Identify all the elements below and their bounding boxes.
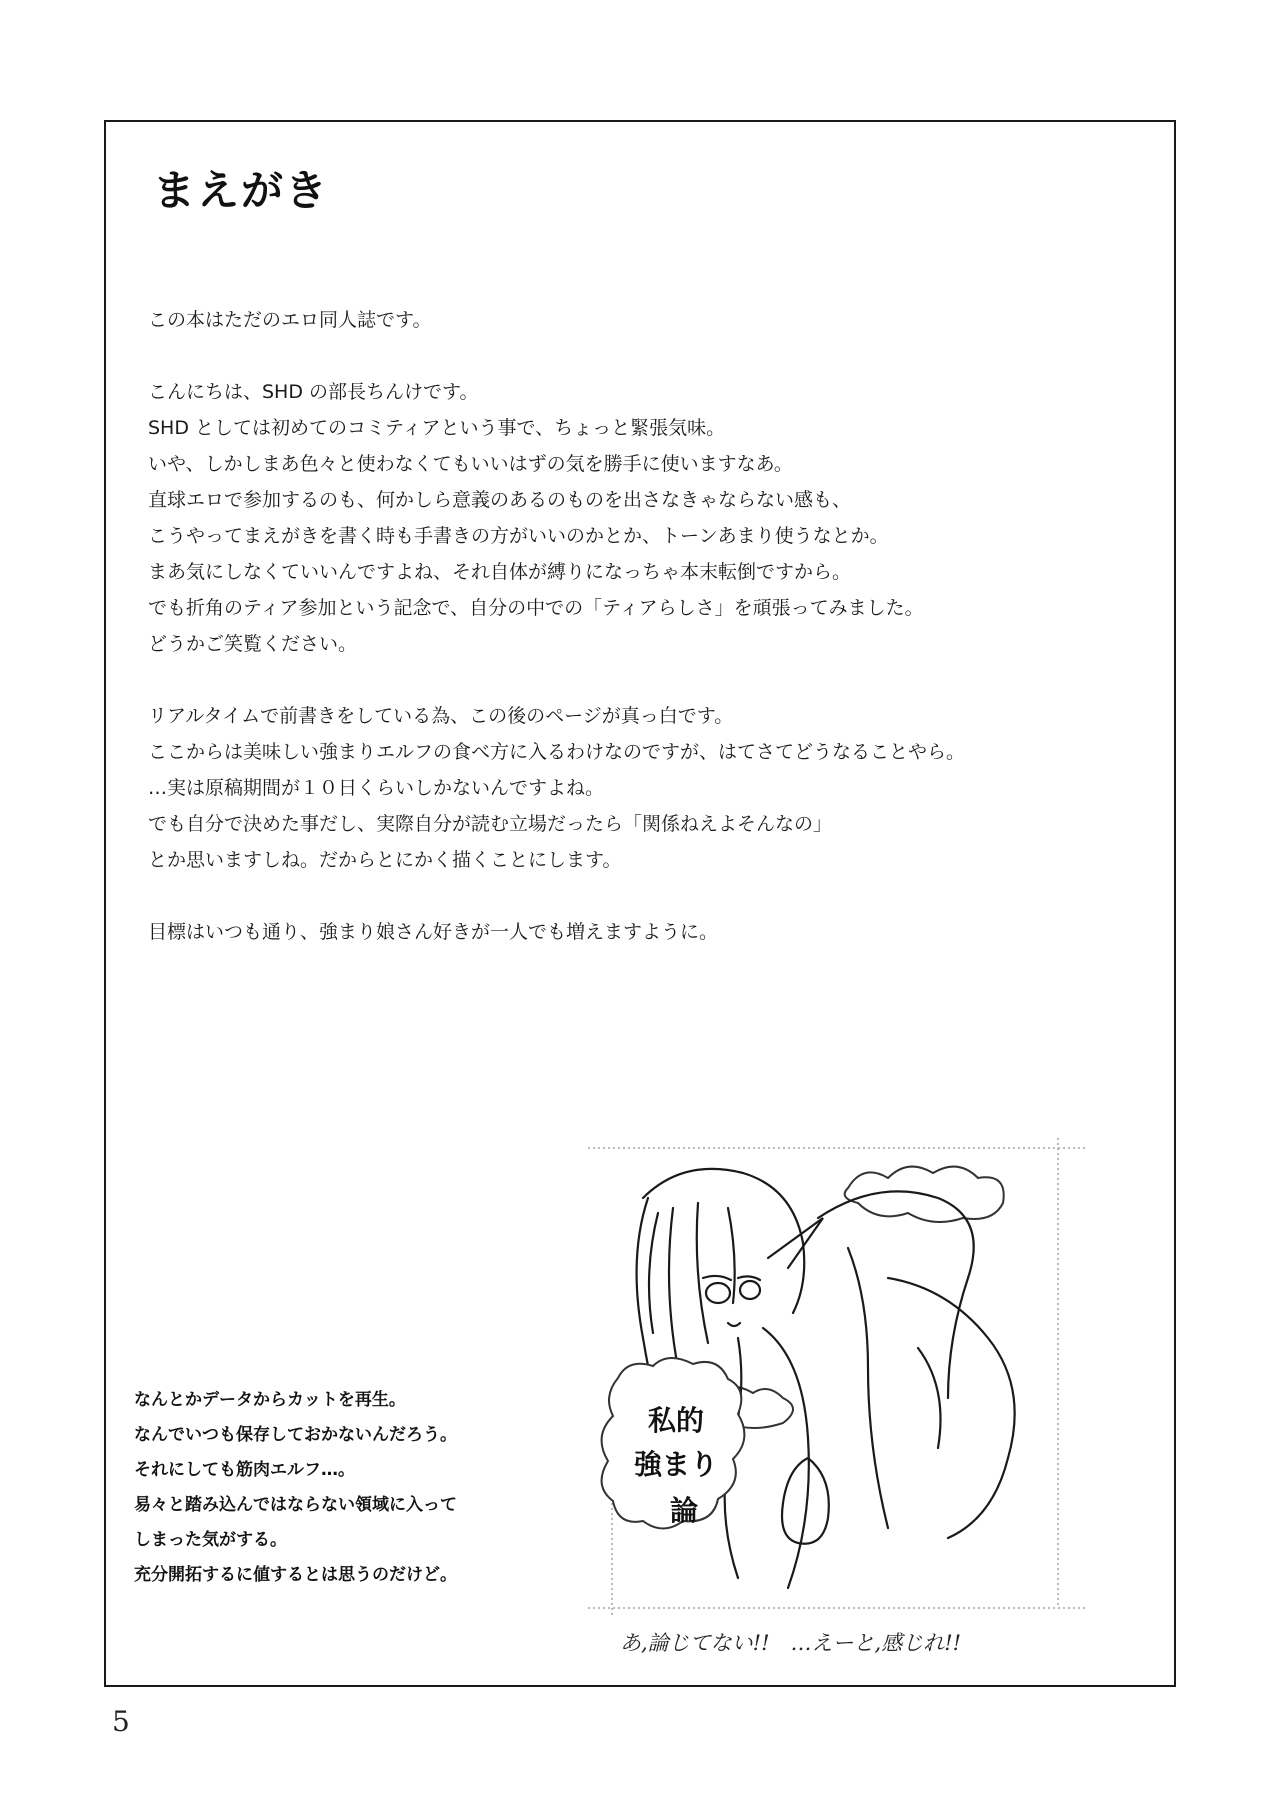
side-note	[134, 1383, 554, 1593]
paragraph	[148, 302, 1048, 338]
page-title: まえがき	[153, 166, 330, 215]
illustration-caption: あ,論じてない!! …えーと,感じれ!!	[620, 1631, 962, 1655]
preface-body	[148, 302, 1048, 986]
side-note-line: なんでいつも保存しておかないんだろう。	[134, 1425, 457, 1445]
text-line: こうやってまえがきを書く時も手書きの方がいいのかとか、トーンあまり使うなとか。	[148, 525, 889, 547]
bubble-line: 論	[669, 1494, 699, 1527]
paragraph	[148, 914, 1048, 950]
bubble-line: 強まり	[633, 1448, 719, 1481]
text-line: この本はただのエロ同人誌です。	[148, 309, 432, 331]
bubble-line: 私的	[647, 1404, 705, 1437]
speech-bubble	[602, 1358, 745, 1529]
page-number: 5	[112, 1705, 130, 1738]
text-line: SHD としては初めてのコミティアという事で、ちょっと緊張気味。	[148, 417, 726, 439]
text-line: 直球エロで参加するのも、何かしら意義のあるのものを出さなきゃならない感も、	[148, 489, 852, 511]
side-note-line: 充分開拓するに値するとは思うのだけど。	[134, 1565, 457, 1585]
text-line: どうかご笑覧ください。	[148, 633, 358, 655]
paragraph	[148, 698, 1048, 878]
elf-illustration	[588, 1138, 1088, 1616]
text-line: まあ気にしなくていいんですよね、それ自体が縛りになっちゃ本末転倒ですから。	[148, 561, 852, 583]
text-line: 目標はいつも通り、強まり娘さん好きが一人でも増えますように。	[148, 921, 719, 943]
side-note-line: 易々と踏み込んではならない領域に入って	[134, 1495, 457, 1515]
paragraph	[148, 374, 1048, 662]
text-line: リアルタイムで前書きをしている為、この後のページが真っ白です。	[148, 705, 734, 727]
side-note-line: なんとかデータからカットを再生。	[134, 1390, 406, 1410]
cloud-shapes	[707, 1167, 1004, 1428]
text-line: ここからは美味しい強まりエルフの食べ方に入るわけなのですが、はてさてどうなることやら。	[148, 741, 966, 763]
side-note-line: それにしても筋肉エルフ…。	[134, 1460, 355, 1480]
text-line: …実は原稿期間が１０日くらいしかないんですよね。	[148, 777, 605, 799]
side-note-line: しまった気がする。	[134, 1530, 287, 1550]
text-line: とか思いますしね。だからとにかく描くことにします。	[148, 849, 622, 871]
text-line: でも折角のティア参加という記念で、自分の中での「ティアらしさ」を頑張ってみました。	[148, 597, 924, 619]
text-line: こんにちは、SHD の部長ちんけです。	[148, 381, 479, 403]
text-line: でも自分で決めた事だし、実際自分が読む立場だったら「関係ねえよそんなの」	[148, 813, 833, 835]
text-line: いや、しかしまあ色々と使わなくてもいいはずの気を勝手に使いますなあ。	[148, 453, 793, 475]
